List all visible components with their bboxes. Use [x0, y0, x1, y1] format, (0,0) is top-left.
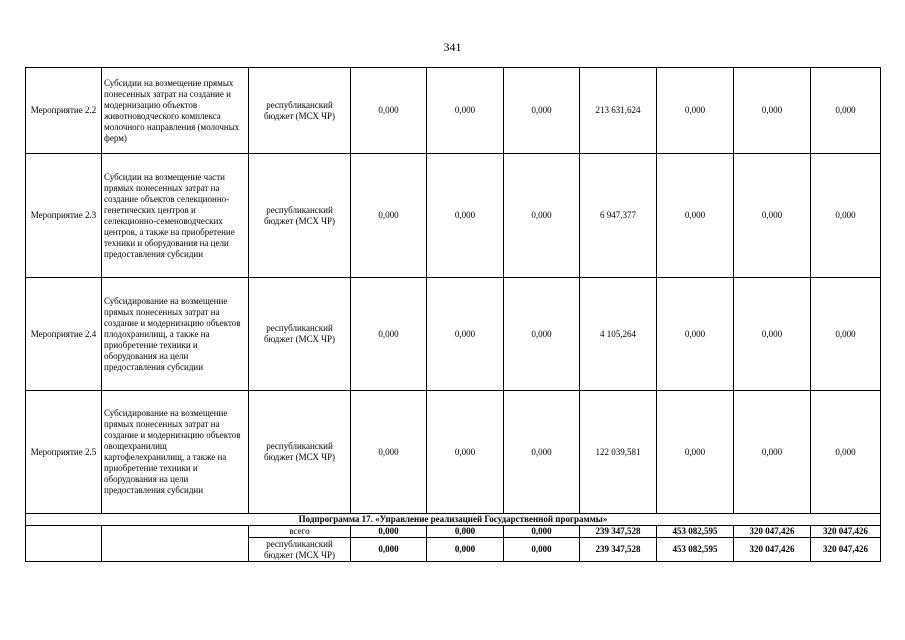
measure-name: Субсидирование на возмещение прямых понесенных затрат на создание и модернизацию объектов плодохранилищ, а также на приобретение техники и оборудования на цели предоставления субсидии: [102, 278, 249, 391]
amount-cell: 6 947,377: [580, 154, 657, 278]
amount-cell: 320 047,426: [811, 538, 881, 562]
amount-cell: 0,000: [811, 68, 881, 154]
funding-source: республиканский бюджет (МСХ ЧР): [249, 538, 351, 562]
amount-cell: 0,000: [734, 391, 811, 514]
funding-source: республиканский бюджет (МСХ ЧР): [249, 68, 351, 154]
amount-cell: 0,000: [427, 154, 504, 278]
table-row: [26, 68, 881, 154]
amount-cell: 0,000: [734, 154, 811, 278]
empty-cell: [26, 526, 102, 562]
amount-cell: 0,000: [504, 538, 580, 562]
amount-cell: 453 082,595: [657, 526, 734, 538]
amount-cell: 213 631,624: [580, 68, 657, 154]
amount-cell: 0,000: [657, 278, 734, 391]
amount-cell: 122 039,581: [580, 391, 657, 514]
measure-name: Субсидии на возмещение части прямых понесенных затрат на создание объектов селекционно-генетических центров и селекционно-семеноводческих центров, а также на приобретение техники и оборудования на цели предоставления субсидии: [102, 154, 249, 278]
budget-table: [25, 67, 881, 562]
measure-code: Мероприятие 2.5: [26, 391, 102, 514]
amount-cell: 0,000: [504, 68, 580, 154]
amount-cell: 0,000: [351, 68, 427, 154]
amount-cell: 0,000: [504, 526, 580, 538]
amount-cell: 0,000: [427, 391, 504, 514]
total-row: [26, 526, 881, 538]
measure-name: Субсидирование на возмещение прямых понесенных затрат на создание и модернизацию объектов овощехранилищ картофелехранилищ, а также на приобретение техники и оборудования на цели предоставления субсидии: [102, 391, 249, 514]
amount-cell: 0,000: [504, 278, 580, 391]
amount-cell: 0,000: [811, 154, 881, 278]
funding-source: всего: [249, 526, 351, 538]
funding-source: республиканский бюджет (МСХ ЧР): [249, 391, 351, 514]
amount-cell: 320 047,426: [734, 538, 811, 562]
amount-cell: 0,000: [657, 68, 734, 154]
page-number: 341: [443, 40, 462, 54]
amount-cell: 0,000: [351, 278, 427, 391]
measure-code: Мероприятие 2.3: [26, 154, 102, 278]
subprogram-header-row: [26, 514, 881, 526]
amount-cell: 0,000: [504, 391, 580, 514]
amount-cell: 0,000: [351, 526, 427, 538]
amount-cell: 4 105,264: [580, 278, 657, 391]
amount-cell: 0,000: [427, 526, 504, 538]
amount-cell: 0,000: [427, 68, 504, 154]
amount-cell: 0,000: [734, 68, 811, 154]
amount-cell: 239 347,528: [580, 526, 657, 538]
empty-cell: [102, 526, 249, 562]
subprogram-title: Подпрограмма 17. «Управление реализацией Государственной программы»: [26, 514, 881, 526]
measure-name: Субсидии на возмещение прямых понесенных затрат на создание и модернизацию объектов животноводческого комплекса молочного направления (молочных ферм): [102, 68, 249, 154]
table-row: [26, 391, 881, 514]
amount-cell: 0,000: [734, 278, 811, 391]
amount-cell: 0,000: [504, 154, 580, 278]
amount-cell: 0,000: [351, 154, 427, 278]
amount-cell: 0,000: [427, 278, 504, 391]
table-row: [26, 154, 881, 278]
amount-cell: 0,000: [811, 278, 881, 391]
table-row: [26, 278, 881, 391]
amount-cell: 239 347,528: [580, 538, 657, 562]
amount-cell: 320 047,426: [811, 526, 881, 538]
amount-cell: 320 047,426: [734, 526, 811, 538]
amount-cell: 0,000: [427, 538, 504, 562]
amount-cell: 0,000: [657, 154, 734, 278]
amount-cell: 453 082,595: [657, 538, 734, 562]
measure-code: Мероприятие 2.4: [26, 278, 102, 391]
measure-code: Мероприятие 2.2: [26, 68, 102, 154]
amount-cell: 0,000: [657, 391, 734, 514]
amount-cell: 0,000: [811, 391, 881, 514]
amount-cell: 0,000: [351, 538, 427, 562]
funding-source: республиканский бюджет (МСХ ЧР): [249, 154, 351, 278]
funding-source: республиканский бюджет (МСХ ЧР): [249, 278, 351, 391]
amount-cell: 0,000: [351, 391, 427, 514]
